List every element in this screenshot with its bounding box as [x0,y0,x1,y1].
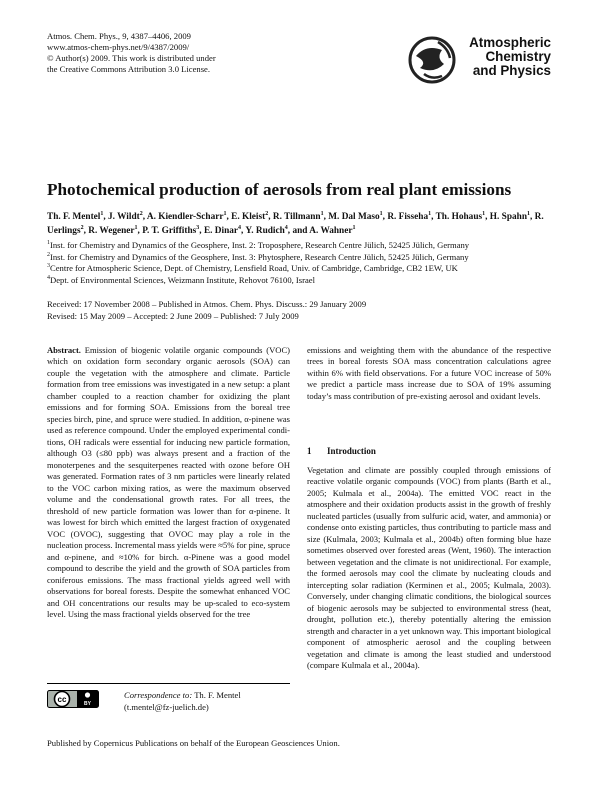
logo-line-1: Atmospheric [469,35,551,50]
received-date-line: Received: 17 November 2008 – Published in Atmos. Chem. Phys. Discuss.: 29 January 2009 [47,299,367,309]
affiliation: $^1$Inst. for Chemistry and Dynamics of the Geosphere, Inst. 2: Troposphere, Research Centre Jülich, 52425 Jülich, Germany [47,240,470,250]
revised-date-line: Revised: 15 May 2009 – Accepted: 2 June 2009 – Published: 7 July 2009 [47,311,299,322]
journal-url[interactable]: www.atmos-chem-phys.net/9/4387/2009/ [47,42,190,52]
footnote-divider [47,683,290,684]
author: Th. Hohaus$^1$ [435,210,486,222]
author: E. Dinar$^4$ [203,224,242,236]
author: E. Kleist$^2$ [231,210,269,222]
cc-badge-label: BY [84,701,91,708]
correspondence [124,690,241,713]
correspondence-label: Correspondence to: [124,690,193,700]
section-title: Introduction [327,446,376,456]
author: Th. F. Mentel$^1$ [47,210,104,222]
license-line: the Creative Commons Attribution 3.0 License. [47,64,211,74]
copyright-line: © Author(s) 2009. This work is distributed under [47,53,216,63]
author: R. Uerlings$^2$ [47,212,544,236]
author: and A. Wahner$^1$ [292,224,356,236]
abstract [47,345,290,621]
section-heading-introduction [307,446,376,456]
publication-dates [47,298,366,323]
abstract-continuation [307,345,551,402]
section-number: 1 [307,446,312,456]
abstract-continuation-text: emissions and weighting them with the abundance of the respective trees in boreal forests SOA mass concentration calculations agree within 6% with field observations. For a future VOC increase of 50% we predict a particle mass increase due to SOA of 19% assuming today’s mass contribution of pre-existing aerosol and oxidant levels. [307,345,551,401]
affiliation-list [47,240,551,286]
journal-reference: Atmos. Chem. Phys., 9, 4387–4406, 2009 [47,31,191,41]
egu-globe-logo-icon [408,34,456,86]
author: R. Wegener$^1$ [88,224,138,236]
affiliation: $^3$Centre for Atmospheric Science, Dept. of Chemistry, Lensfield Road, Univ. of Cambridge, Cambridge, CB2 1EW, UK [47,263,458,274]
journal-header [47,31,216,75]
author: Y. Rudich$^4$ [245,224,288,236]
logo-line-3: and Physics [472,63,551,78]
logo-line-2: Chemistry [485,49,551,64]
affiliation: $^2$Inst. for Chemistry and Dynamics of the Geosphere, Inst. 3: Phytosphere, Research Centre Jülich, 52425 Jülich, Germany [47,251,469,262]
introduction-paragraph: Vegetation and climate are possibly coupled through emissions of reactive volatile organic compounds (VOC) from plants (Barth et al., 2005; Kulmala et al., 2004a). The emitted VOC react in the atmosphere and their oxidation products assist in the growth of freshly nucleated particles (usually from sulfuric acid, water, and ammonia) or condense onto existing particles, thus contributing to particle mass and size (Kulmala, 2003; Kulmala et al., 2004b) often forming blue haze sometimes observed over forested areas (Went, 1960). The interaction between vegetation and the climate is not unidirectional. For example, the formed aerosols may cool the climate by nucleating clouds and intercepting solar radiation (Kerminen et al., 2005; Kulmala, 2003). Conversely, under changing climatic conditions, the biological sources of biogenic aerosols may be subjected to environmental stress (heat, drought, pollution etc.), thereby potentially altering the emission strength and character in a yet unknown way. This important biological component of atmospheric aerosol and the coupling between vegetation and climate is among the least studied and understood (compare Kulmala et al., 2004a). [307,465,551,671]
author: M. Dal Maso$^1$ [328,210,383,222]
paper-title: Photochemical production of aerosols from real plant emissions [47,180,512,199]
author: A. Kiendler-Scharr$^1$ [146,210,227,222]
abstract-text: Emission of biogenic volatile organic compounds (VOC) which on oxidation form secondary organic aerosols (SOA) can couple the vegetation with the atmosphere and climate. Particle formation from tree emissions was investigated in a new setup: a plant chamber coupled to a reaction chamber for oxidizing the plant emissions and for forming SOA. Emissions from the boreal tree species birch, pine, and spruce were studied. In addition, α-pinene was used as reference compound. Under the employed experimental conditions, OH radicals were essential for inducing new particle formation, although O3 (≤80 ppb) was always present and a fraction of the monoterpenes and the sesquiterpenes reacted with ozone before OH was generated. Formation rates of 3 nm particles were linearly related to the VOC carbon mixing ratios, as were the maximum observed volume and the condensational growth rates. For all trees, the threshold of new particle formation was lower than for α-pinene. It was lowest for birch which emitted the largest fraction of oxygenated VOC (OVOC), suggesting that OVOC may play a role in the nucleation process. Incremental mass yields were ≈5% for pine, spruce and α-pinene, and ≈10% for birch. α-Pinene was a good model compound to describe the yield and the growth of SOA particles from coniferous emissions. The mass fractional yields agreed well with observations for boreal forests. Despite the somewhat enhanced VOC and OH concentrations our results may be up-scaled to eco-system level. Using the mass fractional yields observed for the tree [47,345,290,620]
publisher-line: Published by Copernicus Publications on behalf of the European Geosciences Union. [47,738,340,748]
journal-logo [408,32,551,89]
author: R. Tillmann$^1$ [272,210,324,222]
author: J. Wildt$^2$ [108,210,143,222]
cc-license-badge-icon[interactable] [47,690,99,708]
author: P. T. Griffiths$^3$ [142,224,200,236]
svg-text:cc: cc [57,694,67,704]
abstract-label: Abstract. [47,345,81,355]
affiliation: $^4$Dept. of Environmental Sciences, Weizmann Institute, Rehovot 76100, Israel [47,274,316,285]
author-list: Th. F. Mentel$^1$, J. Wildt$^2$, A. Kiendler-Scharr$^1$, E. Kleist$^2$, R. Tillmann$^1$, M. Dal Maso$^1$, R. Fisseha$^1$, Th. Hohaus$^1$, H. Spahn$^1$, R. Uerlings$^2$, R. Wegener$^1$, P. T. Griffiths$^3$, E. Dinar$^4$, Y. Rudich$^4$, and A. Wahner$^1$ [47,210,544,236]
author: R. Fisseha$^1$ [387,210,432,222]
correspondence-name: Th. F. Mentel [194,690,241,700]
introduction-body [307,465,551,672]
author: H. Spahn$^1$ [489,210,530,222]
correspondence-email[interactable]: (t.mentel@fz-juelich.de) [124,701,209,712]
